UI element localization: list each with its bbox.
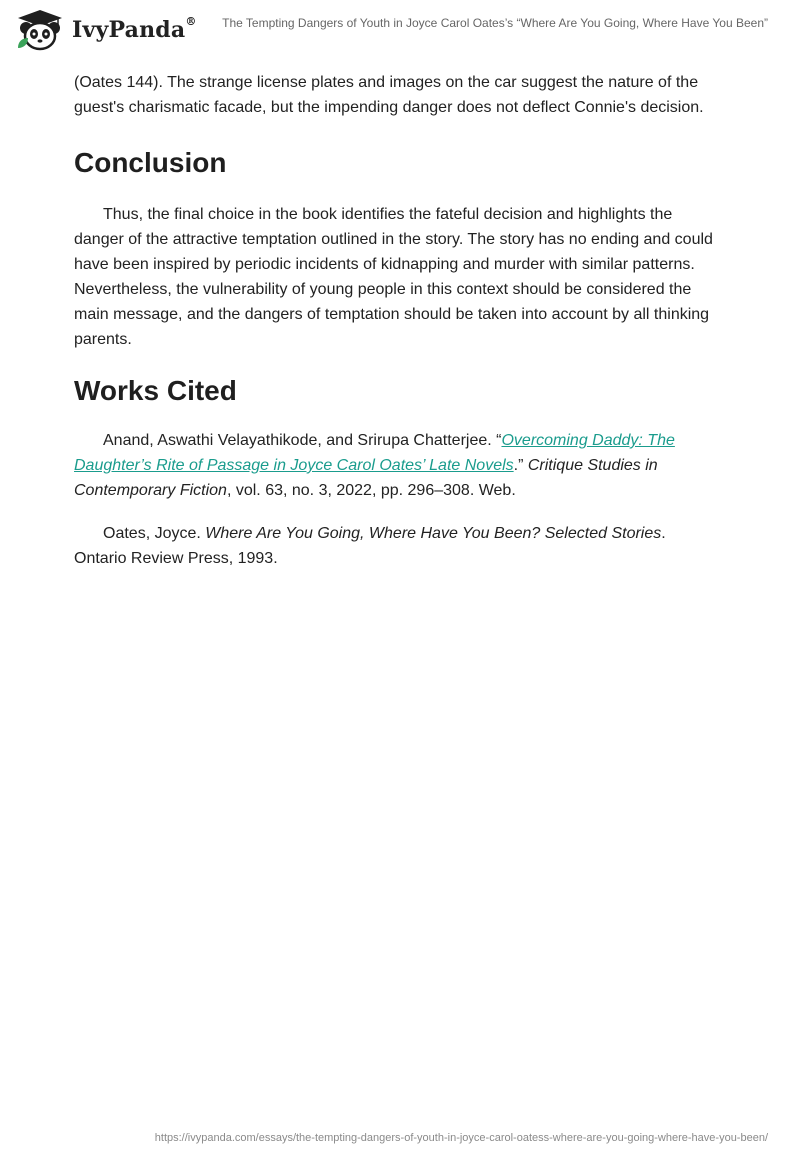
citation-article-link[interactable]: Overcoming Daddy: The Daughter’s Rite of Passage in Joyce Carol Oates’ Late Novels: [74, 432, 675, 474]
citation-entry: [74, 428, 714, 503]
brand-name: IvyPanda®: [72, 15, 197, 43]
citation-book-title: Where Are You Going, Where Have You Been? Selected Stories: [205, 525, 662, 542]
panda-graduate-icon: [14, 8, 66, 52]
continuation-paragraph: (Oates 144). The strange license plates and images on the car suggest the nature of the guest's charismatic facade, but the impending danger does not deflect Connie's decision.: [74, 74, 704, 116]
citation-punctuation: .”: [513, 457, 528, 474]
conclusion-heading: Conclusion: [74, 147, 227, 178]
essay-content: [74, 70, 714, 571]
page-url-footer: https://ivypanda.com/essays/the-tempting-dangers-of-youth-in-joyce-carol-oatess-where-are-you-going-where-have-you-been/: [154, 1132, 768, 1144]
ivypanda-logo[interactable]: [14, 8, 197, 52]
citation-journal: Critique Studies in Contemporary Fiction: [74, 457, 658, 499]
citation-authors: Anand, Aswathi Velayathikode, and Srirupa Chatterjee. “: [103, 432, 502, 449]
document-title: The Tempting Dangers of Youth in Joyce Carol Oates’s “Where Are You Going, Where Have You Been”: [222, 16, 768, 30]
page-header: [0, 0, 800, 64]
works-cited-heading: Works Cited: [74, 375, 237, 406]
citation-details: , vol. 63, no. 3, 2022, pp. 296–308. Web.: [226, 482, 516, 499]
citation-entry: [74, 521, 714, 571]
citation-author: Oates, Joyce.: [103, 525, 206, 542]
conclusion-paragraph: Thus, the final choice in the book identifies the fateful decision and highlights the danger of the attractive temptation outlined in the story. The story has no ending and could have been inspired by periodic incidents of kidnapping and murder with similar patterns. Nevertheless, the vulnerability of young people in this context should be considered the main message, and the dangers of temptation should be taken into account by all thinking parents.: [74, 206, 713, 348]
citation-details: . Ontario Review Press, 1993.: [74, 525, 666, 567]
